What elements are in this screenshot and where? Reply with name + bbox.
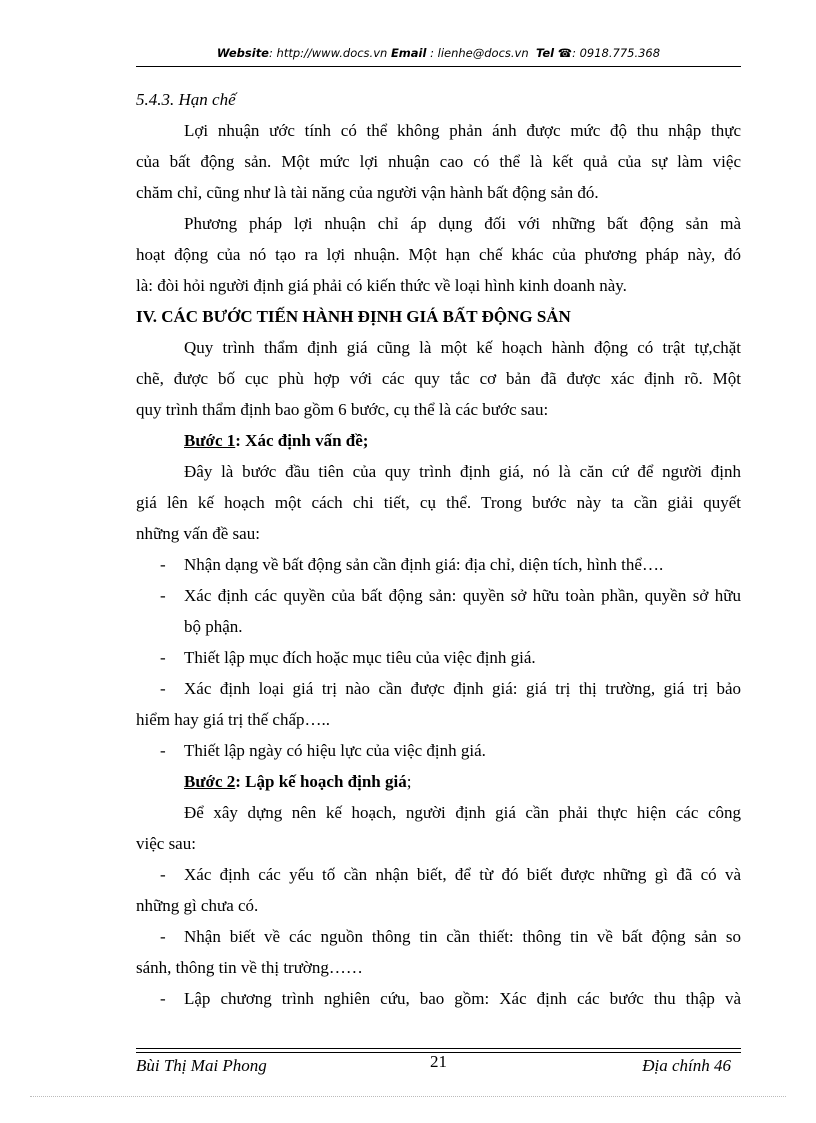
email-value: : lienhe@docs.vn	[430, 46, 529, 60]
list-item-text: Xác định loại giá trị nào cần được định giá: giá trị thị trường, giá trị bảo	[184, 679, 741, 698]
paragraph-line: Để xây dựng nên kế hoạch, người định giá cần phải thực hiện các công	[184, 803, 741, 822]
tel-label: Tel	[535, 46, 555, 60]
list-item-text: Xác định các yếu tố cần nhận biết, để từ đó biết được những gì đã có và	[184, 865, 741, 884]
paragraph-line: hoạt động của nó tạo ra lợi nhuận. Một hạn chế khác của phương pháp này, đó	[136, 245, 741, 264]
phone-icon: ☎	[557, 46, 573, 60]
document-body	[136, 84, 741, 1014]
step-1-heading	[136, 425, 741, 456]
list-item	[136, 983, 741, 1014]
page-header	[136, 46, 741, 60]
footer-class: Địa chính 46	[642, 1056, 731, 1075]
paragraph-line: Lợi nhuận ước tính có thể không phản ánh được mức độ thu nhập thực	[184, 121, 741, 140]
bullet-dash: -	[160, 679, 166, 698]
paragraph-line: Phương pháp lợi nhuận chỉ áp dụng đối với những bất động sản mà	[184, 214, 741, 233]
list-item	[136, 673, 741, 704]
paragraph-line: những vấn đề sau:	[136, 524, 260, 543]
paragraph-line: giá lên kế hoạch một cách chi tiết, cụ thể. Trong bước này ta cần giải quyết	[136, 493, 741, 512]
step-2-semicolon: ;	[406, 772, 412, 791]
list-item	[136, 859, 741, 890]
bullet-dash: -	[160, 989, 166, 1008]
list-item-text: Nhận dạng về bất động sản cần định giá: địa chỉ, diện tích, hình thể….	[184, 555, 664, 574]
step-2-title: : Lập kế hoạch định giá	[235, 772, 407, 791]
section-heading: IV. CÁC BƯỚC TIẾN HÀNH ĐỊNH GIÁ BẤT ĐỘNG SẢN	[136, 307, 571, 326]
paragraph-line: việc sau:	[136, 834, 196, 853]
list-item-text: Xác định các quyền của bất động sản: quyền sở hữu toàn phần, quyền sở hữu	[184, 586, 741, 605]
page-edge-divider	[30, 1096, 786, 1097]
website-value: : http://www.docs.vn	[269, 46, 388, 60]
list-item-continuation: bộ phận.	[184, 617, 243, 636]
page-number: 21	[430, 1052, 447, 1071]
list-item	[136, 580, 741, 611]
list-item	[136, 921, 741, 952]
list-item-text: Thiết lập ngày có hiệu lực của việc định giá.	[184, 741, 486, 760]
bullet-dash: -	[160, 865, 166, 884]
list-item-continuation: hiểm hay giá trị thế chấp…..	[136, 710, 331, 729]
email-label: Email	[390, 46, 427, 60]
footer-author: Bùi Thị Mai Phong	[136, 1056, 267, 1075]
bullet-dash: -	[160, 648, 166, 667]
header-rule	[136, 66, 741, 67]
paragraph-line: Quy trình thẩm định giá cũng là một kế hoạch hành động có trật tự,chặt	[184, 338, 741, 357]
list-item-text: Nhận biết về các nguồn thông tin cần thiết: thông tin về bất động sản so	[184, 927, 741, 946]
step-2-label: Bước 2	[184, 772, 236, 791]
list-item-text: Lập chương trình nghiên cứu, bao gồm: Xác định các bước thu thập và	[184, 989, 741, 1008]
paragraph-line: quy trình thẩm định bao gồm 6 bước, cụ thể là các bước sau:	[136, 400, 549, 419]
paragraph-line: chẽ, được bố cục phù hợp với các quy tắc cơ bản đã được xác định rõ. Một	[136, 369, 741, 388]
list-item-continuation: những gì chưa có.	[136, 896, 259, 915]
list-item	[136, 735, 741, 766]
step-1-title: : Xác định vấn đề;	[235, 431, 369, 450]
paragraph-line: Đây là bước đầu tiên của quy trình định giá, nó là căn cứ để người định	[184, 462, 741, 481]
paragraph-line: chăm chỉ, cũng như là tài năng của người vận hành bất động sản đó.	[136, 183, 599, 202]
paragraph-line: là: đòi hỏi người định giá phải có kiến thức về loại hình kinh doanh này.	[136, 276, 627, 295]
list-item-continuation: sánh, thông tin về thị trường……	[136, 958, 363, 977]
list-item-text: Thiết lập mục đích hoặc mục tiêu của việc định giá.	[184, 648, 536, 667]
paragraph-line: của bất động sản. Một mức lợi nhuận cao có thể là kết quả của sự làm việc	[136, 152, 741, 171]
list-item	[136, 549, 741, 580]
website-label: Website	[216, 46, 269, 60]
subsection-title: 5.4.3. Hạn chế	[136, 90, 236, 109]
bullet-dash: -	[160, 927, 166, 946]
tel-value: : 0918.775.368	[572, 46, 661, 60]
step-2-heading	[136, 766, 741, 797]
footer-rule-top	[136, 1048, 741, 1049]
list-item	[136, 642, 741, 673]
bullet-dash: -	[160, 586, 166, 605]
bullet-dash: -	[160, 555, 166, 574]
step-1-label: Bước 1	[184, 431, 236, 450]
bullet-dash: -	[160, 741, 166, 760]
